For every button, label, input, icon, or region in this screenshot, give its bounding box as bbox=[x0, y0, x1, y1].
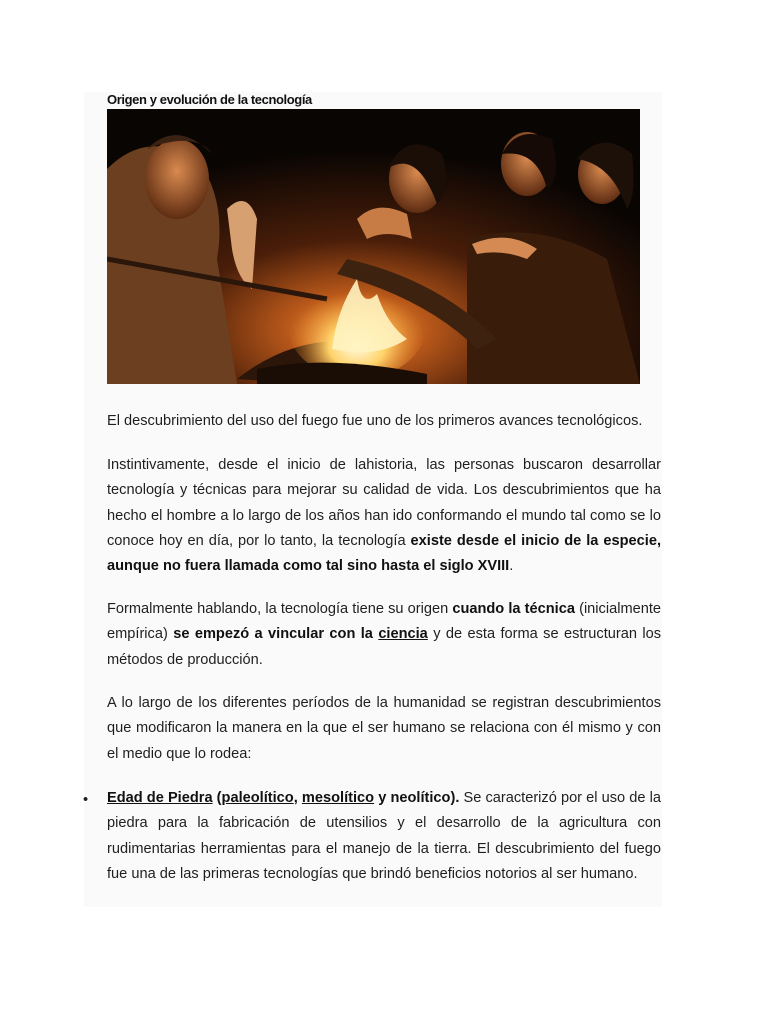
paragraph-periods: A lo largo de los diferentes períodos de la humanidad se registran descubrimientos que modificaron la manera en la que el ser humano se relaciona con él mismo y con el medio que lo rodea: bbox=[107, 695, 661, 762]
paragraph-history bbox=[107, 453, 661, 579]
paleolitico-link[interactable]: paleolítico bbox=[221, 790, 294, 806]
paragraph-origin-bold-1: cuando la técnica bbox=[452, 601, 575, 617]
stone-age-description: Se caracterizó por el uso de la piedra para la fabricación de utensilios y el desarrollo de la agricultura con rudimentarias herramientas para el manejo de la tierra. El descubrimiento del fuego fue una de las primeras tecnologías que brindó beneficios notorios al ser humano. bbox=[107, 790, 661, 882]
paragraph-origin-c: (inicialmente empírica) bbox=[107, 601, 662, 643]
bullet-marker: • bbox=[83, 792, 89, 808]
stone-age-sep-2: y bbox=[374, 790, 391, 806]
campfire-photo bbox=[107, 109, 640, 384]
ciencia-link[interactable]: ciencia bbox=[378, 626, 428, 643]
stone-age-sep-1: , bbox=[293, 790, 302, 806]
paragraph-origin-a: Formalmente hablando, la tecnología tiene su origen bbox=[107, 601, 453, 617]
stone-age-paragraph bbox=[107, 786, 661, 887]
stone-age-open: ( bbox=[212, 790, 222, 806]
paragraph-history-end: . bbox=[509, 558, 514, 575]
paragraph-fire: El descubrimiento del uso del fuego fue uno de los primeros avances tecnológicos. bbox=[107, 413, 643, 429]
neolitico-text: neolítico). bbox=[390, 790, 460, 806]
paragraph-origin-f: y de esta forma se estructuran los métodos de producción. bbox=[107, 626, 662, 668]
paragraph-origin-bold-2: se empezó a vincular con la bbox=[173, 626, 379, 643]
stone-age-link[interactable]: Edad de Piedra bbox=[107, 790, 213, 806]
paragraph-history-text: Instintivamente, desde el inicio de lahistoria, las personas buscaron desarrollar tecnología y técnicas para mejorar su calidad de vida. Los descubrimientos que ha hecho el hombre a lo largo de los años han ido conformando el mundo tal como se lo conoce hoy en día, por lo tanto, la tecnología bbox=[107, 457, 661, 549]
paragraph-origin bbox=[107, 597, 661, 673]
mesolitico-link[interactable]: mesolítico bbox=[301, 790, 375, 806]
document-title: Origen y evolución de la tecnología bbox=[107, 92, 312, 107]
paragraph-history-bold: existe desde el inicio de la especie, aunque no fuera llamada como tal sino hasta el siglo XVIII bbox=[107, 532, 661, 575]
list-item-stone-age bbox=[83, 786, 661, 887]
